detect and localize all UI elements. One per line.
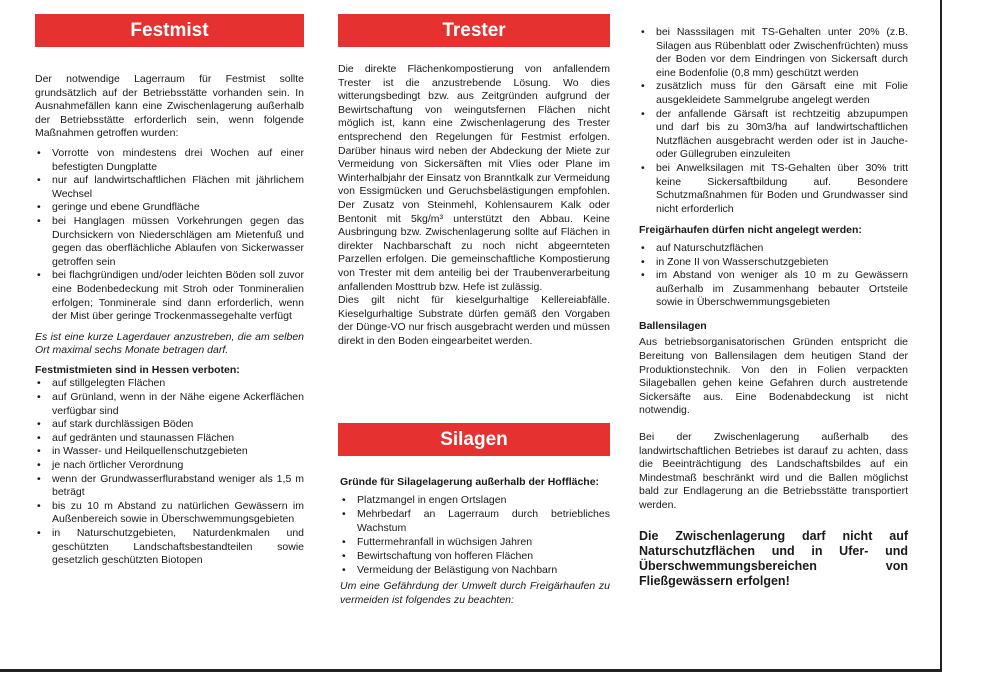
festmist-heading: Festmist [35, 14, 304, 47]
list-item: • bis zu 10 m Abstand zu natürlichen Gewässern im Außenbereich sowie in Überschwemmungsgebieten [35, 500, 304, 527]
silagen-note: Um eine Gefährdung der Umwelt durch Freigärhaufen zu vermeiden ist folgendes zu beachten: [340, 580, 610, 606]
list-item: • im Abstand von weniger als 10 m zu Gewässern außerhalb im Zusammenhang bebauter Ortsteile sowie in Überschwemmungsgebieten [639, 269, 908, 310]
list-item: • Futtermehranfall in wüchsigen Jahren [340, 535, 610, 549]
trester-heading: Trester [338, 14, 610, 47]
list-item: • in Wasser- und Heilquellenschutzgebieten [35, 445, 304, 459]
list-item: • nur auf landwirtschaftlichen Flächen mit jährlichem Wechsel [35, 174, 304, 201]
silagen-heading: Silagen [338, 423, 610, 456]
trester-text: Die direkte Flächenkompostierung von anfallendem Trester ist die anzustrebende Lösung. Wo dies witterungsbedingt bzw. aus Zeitgründen aufgrund der Bewirtschaftung von weingutsfernen Flächen nicht möglich ist, kann eine Zwischenlagerung des Trester entsprechend den Regelungen für Festmist erfolgen. Darüber hinaus wird neben der Abdeckung der Miete zur Vermeidung von Sickersäften mit Vlies oder Plane im Winterhalbjahr der Einsatz von Branntkalk zur Vermeidung von Essigmücken und Geruchsbelästigungen empfohlen. Der Zusatz von Steinmehl, Kohlensaurem Kalk oder Bentonit mit 5kg/m³ unterstützt den Abbau. Keine Ausbringung bzw. Zwischenlagerung sollte auf Flächen in direkter Nachbarschaft zu noch nicht abgeernteten Parzellen erfolgen. Die gemeinschaftliche Kompostierung von Trester mit dem anteilig bei der Traubenverarbeitung anfallenden Mosttrub bzw. Hefe ist zulässig. [338, 63, 610, 293]
list-item: • auf stark durchlässigen Böden [35, 418, 304, 432]
ballensilagen-text: Aus betriebsorganisatorischen Gründen entspricht die Bereitung von Ballensilagen dem heutigen Stand der Produktionstechnik. Von den in Folien verpackten Silageballen gehen keine Gefahren durch austretende Sickersäfte aus. Eine Bodenabdeckung ist nicht notwendig. [639, 336, 908, 417]
list-item: • auf gedränten und staunassen Flächen [35, 432, 304, 446]
list-item: • bei flachgründigen und/oder leichten Böden soll zuvor eine Bodenbedeckung mit Stroh oder Tonmineralien erfolgen; Tonminerale sind dann erforderlich, wenn der Mist über geringe Trockenmassegehalte verfügt [35, 269, 304, 323]
silagen-rules-list [639, 26, 908, 216]
list-item: • in Naturschutzgebieten, Naturdenkmalen und geschützten Landschaftsbestandteilen sowie gesetzlich geschützten Biotopen [35, 527, 304, 568]
silagen-reasons-list [340, 493, 610, 577]
list-item: • in Zone II von Wasserschutzgebieten [639, 256, 908, 270]
list-item: • Mehrbedarf an Lagerraum durch betriebliches Wachstum [340, 507, 610, 535]
column-trester [338, 14, 610, 348]
ballensilagen-heading: Ballensilagen [639, 319, 707, 332]
list-item: • auf Grünland, wenn in der Nähe eigene Ackerflächen verfügbar sind [35, 391, 304, 418]
festmist-forbidden-heading: Festmistmieten sind in Hessen verboten: [35, 363, 240, 376]
list-item: • bei Anwelksilagen mit TS-Gehalten über 30% tritt keine Sickersaftbildung auf. Besondere Schutzmaßnahmen für Boden und Grundwasser sind nicht erforderlich [639, 162, 908, 216]
freigaerhaufen-heading: Freigärhaufen dürfen nicht angelegt werden: [639, 224, 862, 237]
trester-text-kieselgur: Dies gilt nicht für kieselgurhaltige Kellereiabfälle. Kieselgurhaltige Substrate dürfen gemäß den Vorgaben der Dünge-VO nur frisch ausgebracht werden und müssen direkt in den Boden eingearbeitet werden. [338, 294, 610, 347]
list-item: • je nach örtlicher Verordnung [35, 459, 304, 473]
festmist-note: Es ist eine kurze Lagerdauer anzustreben, die am selben Ort maximal sechs Monate betragen darf. [35, 330, 304, 357]
list-item: • Bewirtschaftung von hofferen Flächen [340, 549, 610, 563]
list-item: • bei Nasssilagen mit TS-Gehalten unter 20% (z.B. Silagen aus Rübenblatt oder Zwischenfrüchten) muss der Boden vor dem Eindringen von Sickersaft durch eine Bodenfolie (0,8 mm) geschützt werden [639, 26, 908, 80]
festmist-intro: Der notwendige Lagerraum für Festmist sollte grundsätzlich auf der Betriebsstätte vorhanden sein. In Ausnahmefällen kann eine Zwischenlagerung außerhalb der Betriebsstätte erforderlich sein, wenn folgende Maßnahmen getroffen wurden: [35, 73, 304, 140]
festmist-forbidden-list [35, 377, 304, 567]
list-item: • Vermeidung der Belästigung von Nachbarn [340, 563, 610, 577]
list-item: • geringe und ebene Grundfläche [35, 201, 304, 215]
final-warning: Die Zwischenlagerung darf nicht auf Naturschutzflächen und in Ufer- und Überschwemmungsbereichen von Fließgewässern erfolgen! [639, 528, 908, 588]
zwischenlagerung-text: Bei der Zwischenlagerung außerhalb des landwirtschaftlichen Betriebes ist darauf zu achten, dass die Beeinträchtigung des Landschaftsbildes auf ein Mindestmaß beschränkt wird und die Ballen möglichst bald zur Endlagerung an die Betriebsstätte transportiert werden. [639, 431, 908, 511]
list-item: • Vorrotte von mindestens drei Wochen auf einer befestigten Dungplatte [35, 147, 304, 174]
list-item: • bei Hanglagen müssen Vorkehrungen gegen das Durchsickern von Niederschlägen am Mietenfuß und gegen das oberflächliche Ablaufen von Sickerwasser getroffen sein [35, 215, 304, 269]
silagen-section [340, 475, 610, 607]
list-item: • auf stillgelegten Flächen [35, 377, 304, 391]
column-silagen-continued [639, 26, 908, 589]
list-item: • Platzmangel in engen Ortslagen [340, 493, 610, 507]
festmist-measures-list [35, 147, 304, 324]
list-item: • wenn der Grundwasserflurabstand weniger als 1,5 m beträgt [35, 473, 304, 500]
silagen-reasons-heading: Gründe für Silagelagerung außerhalb der Hoffläche: [340, 476, 600, 488]
list-item: • der anfallende Gärsaft ist rechtzeitig abzupumpen und darf bis zu 30m3/ha auf landwirtschaftlichen Nutzflächen ausgebracht werden oder ist in Jauche- oder Güllegruben einzuleiten [639, 108, 908, 162]
list-item: • zusätzlich muss für den Gärsaft eine mit Folie ausgekleidete Sammelgrube angelegt werden [639, 80, 908, 107]
column-festmist [35, 14, 304, 568]
freigaerhaufen-list [639, 242, 908, 310]
list-item: • auf Naturschutzflächen [639, 242, 908, 256]
